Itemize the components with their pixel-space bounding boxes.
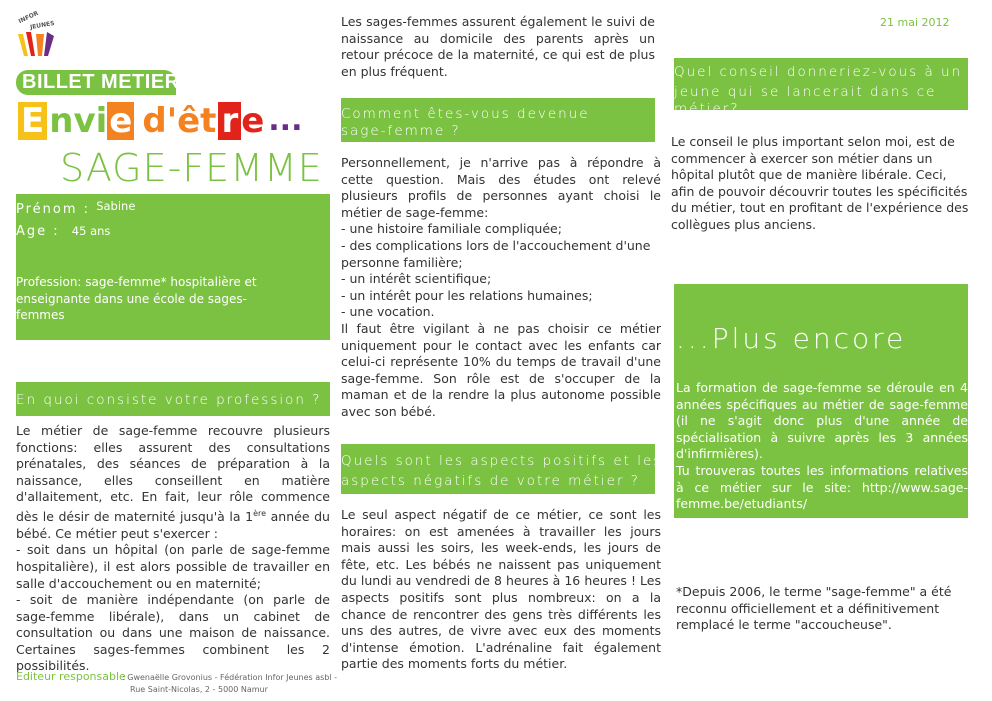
- section1-intro: [16, 423, 330, 542]
- list-item: - une histoire familiale compliquée;: [341, 221, 562, 237]
- section3-heading-line2: aspects négatifs de votre métier ?: [341, 473, 640, 489]
- section1-bullet: - soit dans un hôpital (on parle de sage-femme hospitalière), il est alors possible de travailler en salle d'accouchement ou en maternité;: [16, 542, 330, 591]
- envie-detre-title: [18, 98, 302, 140]
- prenom-value: Sabine: [96, 199, 136, 213]
- age-row: [16, 224, 110, 239]
- detre-letter: d: [142, 101, 167, 141]
- section1-intro-b: année du bébé. Ce métier peut s'exercer :: [16, 509, 330, 541]
- page-title: SAGE-FEMME: [60, 146, 323, 190]
- detre-letter: t: [200, 101, 217, 141]
- detre-letter: e: [241, 101, 265, 141]
- editor-line2: Rue Saint-Nicolas, 2 - 5000 Namur: [130, 685, 268, 694]
- editor-line1: : Gwenaëlle Grovonius - Fédération Infor Jeunes asbl -: [122, 673, 338, 682]
- envie-letter: n: [49, 101, 74, 141]
- plus-encore-text1: La formation de sage-femme se déroule en 4 années spécifiques au métier de sage-femme (il ne s'agit donc plus d'une année de spécialisation à suivre après les 3 années d'infirmières).: [676, 380, 968, 462]
- section2-intro: Personnellement, je n'arrive pas à répondre à cette question. Mais des études ont relevé plusieurs profils de personnes ayant choisi le métier de sage-femme:: [341, 155, 661, 220]
- billet-metier-label: BILLET METIER: [22, 71, 180, 93]
- section4-heading-line1: Quel conseil donneriez-vous à un: [674, 64, 963, 80]
- footnote: *Depuis 2006, le terme "sage-femme" a été reconnu officiellement et a définitivement remplacé le terme "accoucheuse".: [676, 584, 952, 633]
- plus-encore-heading: ...Plus encore: [676, 322, 907, 355]
- list-item: - des complications lors de l'accouchement d'une personne familière;: [341, 237, 651, 270]
- section1-intro-a: Le métier de sage-femme recouvre plusieurs fonctions: elles assurent des consultations prénatales, des séances de préparation à la naissance, elles conseillent en matière d'allaitement, etc. En fait, leur rôle commence dès le désir de maternité jusqu'à la 1: [16, 423, 330, 525]
- section4-body: Le conseil le plus important selon moi, est de commencer à exercer son métier dans un hôpital plutôt que de manière libérale. Ceci, afin de pouvoir découvrir toutes les spécificités du métier, tout en profitant de l'expérience des collègues plus anciens.: [671, 134, 969, 232]
- logo-line1: INFOR: [17, 9, 40, 26]
- ellipsis: ...: [268, 103, 303, 138]
- infor-jeunes-logo: [14, 9, 58, 58]
- prenom-row: [16, 199, 136, 217]
- envie-letter: e: [109, 101, 133, 141]
- age-label: Age :: [16, 224, 60, 239]
- logo-line2: JEUNES: [29, 19, 56, 32]
- detre-letter: ': [166, 101, 178, 141]
- plus-encore-text2: Tu trouveras toutes les informations relatives à ce métier sur le site: http://www.sage-femme.be/etudiants/: [676, 462, 968, 512]
- editor-label: Editeur responsable: [16, 670, 126, 683]
- section2-outro: Il faut être vigilant à ne pas choisir ce métier uniquement pour le contact avec les enfants car celui-ci représente 10% du temps de travail d'une sage-femme. Son rôle est de s'occuper de la maman et de la rendre la plus autonome possible avec son bébé.: [341, 320, 661, 419]
- profession-text: Profession: sage-femme* hospitalière et enseignante dans une école de sages-femmes: [16, 275, 257, 322]
- envie-letter: E: [18, 102, 47, 140]
- date: 21 mai 2012: [880, 16, 950, 29]
- section2-heading-line1: Comment êtes-vous devenue: [341, 106, 590, 122]
- list-item: - un intérêt scientifique;: [341, 271, 492, 287]
- list-item: - une vocation.: [341, 304, 435, 320]
- envie-letter: v: [73, 101, 96, 141]
- section3-body: Le seul aspect négatif de ce métier, ce sont les horaires: on est amenées à travailler les jours mais aussi les soirs, les week-ends, les jours de fête, etc. Les bébés ne naissent pas uniquement du lundi au vendredi de 8 heures à 16 heures ! Les aspects positifs sont plus nombreux: on a la chance de rencontrer des gens très différents les uns des autres, de vivre avec eux des moments d'intense émotion. L'adrénaline fait également partie des moments forts du métier.: [341, 507, 661, 672]
- section2-heading: [341, 106, 590, 140]
- section1-intro-sup: ère: [253, 508, 267, 518]
- envie-letter: i: [95, 101, 108, 141]
- section1-bullet: - soit de manière indépendante (on parle de sage-femme libérale), dans un cabinet de consultation ou dans une maison de naissance. Certaines sages-femmes combinent les 2 possibilités.: [16, 592, 330, 674]
- section4-heading-line2: jeune qui se lancerait dans ce métier?: [674, 84, 937, 117]
- age-value: 45 ans: [71, 224, 111, 238]
- section3-heading: [341, 453, 662, 490]
- col2-top-paragraph: Les sages-femmes assurent également le suivi de naissance au domicile des parents après un retour précoce de la maternité, ce qui est de plus en plus fréquent.: [341, 14, 655, 79]
- section4-heading: [674, 64, 992, 118]
- section2-heading-line2: sage-femme ?: [341, 123, 461, 139]
- detre-letter: r: [218, 102, 241, 140]
- section1-heading: En quoi consiste votre profession ?: [16, 392, 322, 408]
- section2-list: [341, 221, 661, 321]
- section2-body: [341, 155, 661, 421]
- plus-encore-body: [676, 380, 968, 513]
- prenom-label: Prénom :: [16, 202, 91, 217]
- logo-figures-icon: [14, 30, 58, 58]
- section1-body: [16, 423, 330, 675]
- section3-heading-line1: Quels sont les aspects positifs et les: [341, 453, 663, 469]
- list-item: - un intérêt pour les relations humaines;: [341, 287, 593, 303]
- detre-letter: ê: [177, 101, 201, 141]
